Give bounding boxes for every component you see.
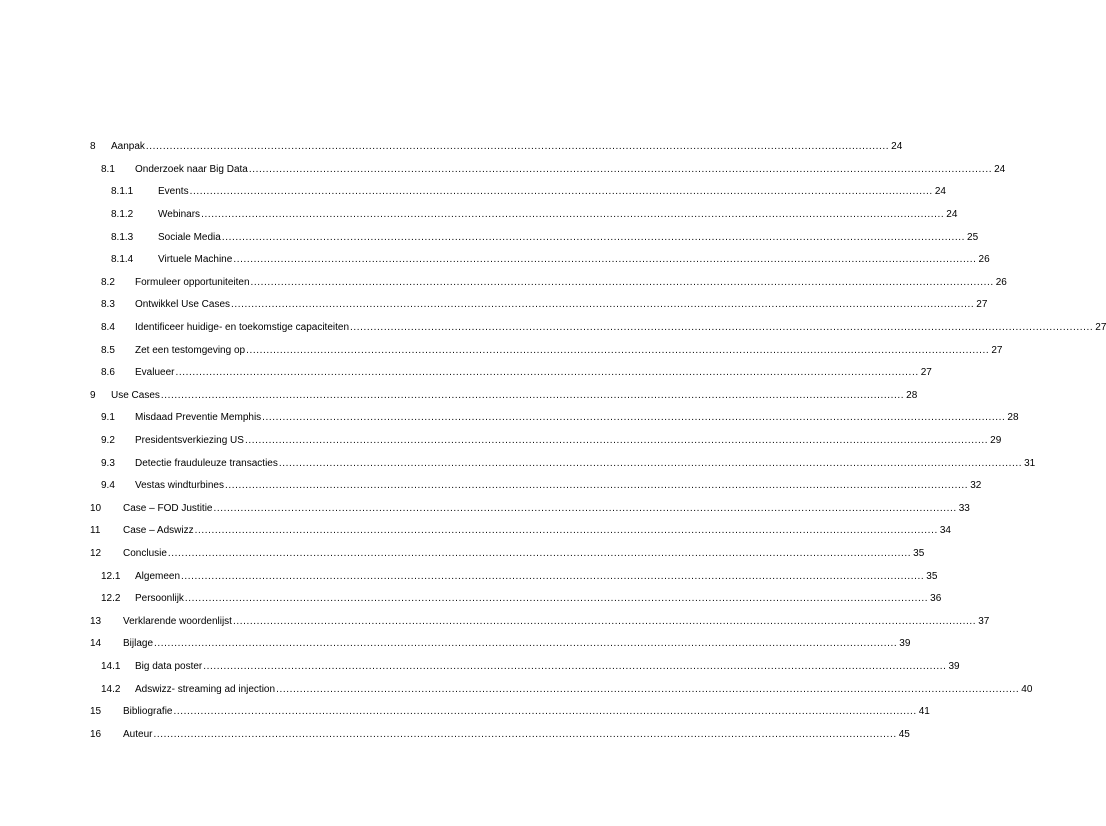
toc-dot-leader: ............................................................................................................................................................................................................................ [276, 683, 1020, 695]
toc-dot-leader: ............................................................................................................................................................................................................................ [153, 728, 897, 740]
toc-entry-number: 16 [90, 728, 102, 740]
toc-entry-page: 28 [906, 389, 918, 401]
toc-entry-title: Virtuele Machine [158, 254, 233, 266]
toc-entry[interactable] [90, 723, 910, 746]
toc-dot-leader: ............................................................................................................................................................................................................................ [250, 276, 994, 288]
toc-entry-page: 24 [994, 163, 1006, 175]
toc-entry-page: 27 [920, 367, 932, 379]
toc-dot-leader: ............................................................................................................................................................................................................................ [184, 593, 929, 605]
toc-entry-page: 37 [978, 615, 990, 627]
toc-entry[interactable] [90, 407, 1019, 430]
toc-dot-leader: ............................................................................................................................................................................................................................ [231, 299, 975, 311]
toc-entry-number: 12.2 [101, 593, 121, 605]
toc-entry[interactable] [90, 362, 932, 385]
toc-dot-leader: ............................................................................................................................................................................................................................ [213, 502, 957, 514]
toc-dot-leader: ............................................................................................................................................................................................................................ [246, 344, 990, 356]
toc-entry-title: Evalueer [135, 367, 175, 379]
toc-dot-leader: ............................................................................................................................................................................................................................ [181, 570, 925, 582]
toc-entry-page: 34 [939, 525, 951, 537]
toc-entry-number: 8.5 [101, 344, 115, 356]
toc-entry-title: Persoonlijk [135, 593, 184, 605]
toc-entry-title: Case – FOD Justitie [123, 502, 213, 514]
toc-entry-title: Big data poster [135, 660, 203, 672]
toc-entry-page: 33 [958, 502, 970, 514]
toc-entry-title: Bibliografie [123, 706, 173, 718]
toc-dot-leader: ............................................................................................................................................................................................................................ [160, 389, 905, 401]
toc-entry-page: 36 [930, 593, 942, 605]
toc-entry-number: 9 [90, 389, 96, 401]
toc-entry-number: 8.6 [101, 367, 115, 379]
toc-entry-title: Case – Adswizz [123, 525, 194, 537]
toc-entry-title: Events [158, 186, 189, 198]
toc-entry-number: 8.1 [101, 163, 115, 175]
toc-entry[interactable] [90, 498, 970, 521]
toc-entry-number: 8 [90, 141, 96, 153]
toc-entry-number: 8.1.1 [111, 186, 134, 198]
toc-dot-leader: ............................................................................................................................................................................................................................ [233, 254, 977, 266]
toc-entry-number: 14.1 [101, 660, 121, 672]
toc-entry[interactable] [90, 701, 930, 724]
toc-entry-page: 27 [976, 299, 988, 311]
toc-entry-number: 8.1.4 [111, 254, 134, 266]
toc-entry[interactable] [90, 159, 1006, 182]
toc-entry-page: 39 [948, 660, 960, 672]
toc-entry-page: 24 [934, 186, 946, 198]
toc-dot-leader: ............................................................................................................................................................................................................................ [145, 141, 890, 153]
toc-entry-page: 35 [913, 547, 925, 559]
toc-entry-number: 8.1.3 [111, 231, 134, 243]
toc-entry-title: Sociale Media [158, 231, 221, 243]
toc-entry[interactable] [90, 588, 942, 611]
toc-entry-number: 10 [90, 502, 102, 514]
toc-entry-number: 12 [90, 547, 102, 559]
toc-entry-page: 29 [990, 435, 1002, 447]
toc-entry[interactable] [90, 520, 951, 543]
toc-entry[interactable] [90, 430, 1002, 453]
toc-entry-title: Onderzoek naar Big Data [135, 163, 248, 175]
toc-dot-leader: ............................................................................................................................................................................................................................ [189, 186, 933, 198]
toc-entry[interactable] [90, 226, 979, 249]
toc-dot-leader: ............................................................................................................................................................................................................................ [350, 322, 1094, 334]
toc-entry-number: 9.2 [101, 435, 115, 447]
toc-entry-title: Use Cases [111, 389, 160, 401]
toc-dot-leader: ............................................................................................................................................................................................................................ [232, 615, 977, 627]
toc-entry-title: Webinars [158, 209, 201, 221]
toc-entry-page: 31 [1024, 457, 1036, 469]
toc-entry-title: Identificeer huidige- en toekomstige capaciteiten [135, 322, 350, 334]
toc-entry-page: 27 [1095, 322, 1106, 334]
toc-entry[interactable] [90, 272, 1007, 295]
toc-entry-title: Ontwikkel Use Cases [135, 299, 231, 311]
toc-dot-leader: ............................................................................................................................................................................................................................ [262, 412, 1006, 424]
toc-entry-title: Vestas windturbines [135, 480, 224, 492]
toc-entry-number: 14.2 [101, 683, 121, 695]
toc-entry-page: 40 [1021, 683, 1033, 695]
toc-entry-page: 35 [926, 570, 938, 582]
toc-entry-page: 26 [995, 276, 1007, 288]
toc-dot-leader: ............................................................................................................................................................................................................................ [278, 457, 1023, 469]
toc-entry[interactable] [90, 317, 1106, 340]
toc-entry-title: Formuleer opportuniteiten [135, 276, 250, 288]
toc-entry-title: Verklarende woordenlijst [123, 615, 232, 627]
toc-entry-page: 32 [970, 480, 982, 492]
toc-entry[interactable] [90, 204, 958, 227]
toc-dot-leader: ............................................................................................................................................................................................................................ [244, 435, 989, 447]
toc-entry[interactable] [90, 181, 946, 204]
toc-entry[interactable] [90, 452, 1036, 475]
toc-dot-leader: ............................................................................................................................................................................................................................ [201, 209, 945, 221]
toc-entry[interactable] [90, 249, 990, 272]
toc-dot-leader: ............................................................................................................................................................................................................................ [248, 163, 993, 175]
toc-entry-number: 8.1.2 [111, 209, 134, 221]
toc-entry-number: 15 [90, 706, 102, 718]
toc-dot-leader: ............................................................................................................................................................................................................................ [154, 638, 898, 650]
toc-entry-title: Adswizz- streaming ad injection [135, 683, 276, 695]
table-of-contents [90, 136, 1106, 746]
toc-entry-number: 8.4 [101, 322, 115, 334]
toc-entry-title: Bijlage [123, 638, 154, 650]
toc-entry-page: 24 [946, 209, 958, 221]
toc-entry-title: Detectie frauduleuze transacties [135, 457, 278, 469]
toc-entry-number: 8.3 [101, 299, 115, 311]
toc-entry[interactable] [90, 475, 982, 498]
toc-entry-number: 9.3 [101, 457, 115, 469]
toc-entry-title: Zet een testomgeving op [135, 344, 246, 356]
toc-entry[interactable] [90, 385, 918, 408]
toc-entry-page: 25 [967, 231, 979, 243]
toc-entry-title: Aanpak [111, 141, 145, 153]
toc-entry-page: 39 [899, 638, 911, 650]
toc-entry-title: Auteur [123, 728, 153, 740]
toc-entry-number: 8.2 [101, 276, 115, 288]
toc-dot-leader: ............................................................................................................................................................................................................................ [175, 367, 919, 379]
toc-entry-number: 11 [90, 525, 101, 537]
toc-entry[interactable] [90, 543, 925, 566]
toc-entry-title: Algemeen [135, 570, 181, 582]
toc-dot-leader: ............................................................................................................................................................................................................................ [194, 525, 938, 537]
toc-dot-leader: ............................................................................................................................................................................................................................ [221, 231, 966, 243]
toc-dot-leader: ............................................................................................................................................................................................................................ [167, 547, 912, 559]
toc-entry[interactable] [90, 678, 1033, 701]
toc-entry[interactable] [90, 565, 938, 588]
toc-entry-title: Misdaad Preventie Memphis [135, 412, 262, 424]
toc-dot-leader: ............................................................................................................................................................................................................................ [203, 660, 947, 672]
toc-entry[interactable] [90, 339, 1003, 362]
toc-entry[interactable] [90, 294, 988, 317]
toc-entry-title: Conclusie [123, 547, 167, 559]
toc-dot-leader: ............................................................................................................................................................................................................................ [173, 706, 917, 718]
toc-entry-number: 13 [90, 615, 102, 627]
toc-entry-page: 41 [918, 706, 930, 718]
toc-dot-leader: ............................................................................................................................................................................................................................ [224, 480, 969, 492]
toc-entry-page: 28 [1007, 412, 1019, 424]
toc-entry-number: 9.1 [101, 412, 115, 424]
toc-entry-number: 14 [90, 638, 102, 650]
toc-entry[interactable] [90, 610, 990, 633]
toc-entry-number: 9.4 [101, 480, 115, 492]
toc-entry-number: 12.1 [101, 570, 121, 582]
toc-entry[interactable] [90, 136, 903, 159]
toc-entry-page: 24 [891, 141, 903, 153]
toc-entry[interactable] [90, 656, 960, 679]
toc-entry-page: 45 [898, 728, 910, 740]
toc-entry-page: 27 [991, 344, 1003, 356]
toc-entry[interactable] [90, 633, 911, 656]
toc-entry-page: 26 [978, 254, 990, 266]
toc-entry-title: Presidentsverkiezing US [135, 435, 244, 447]
